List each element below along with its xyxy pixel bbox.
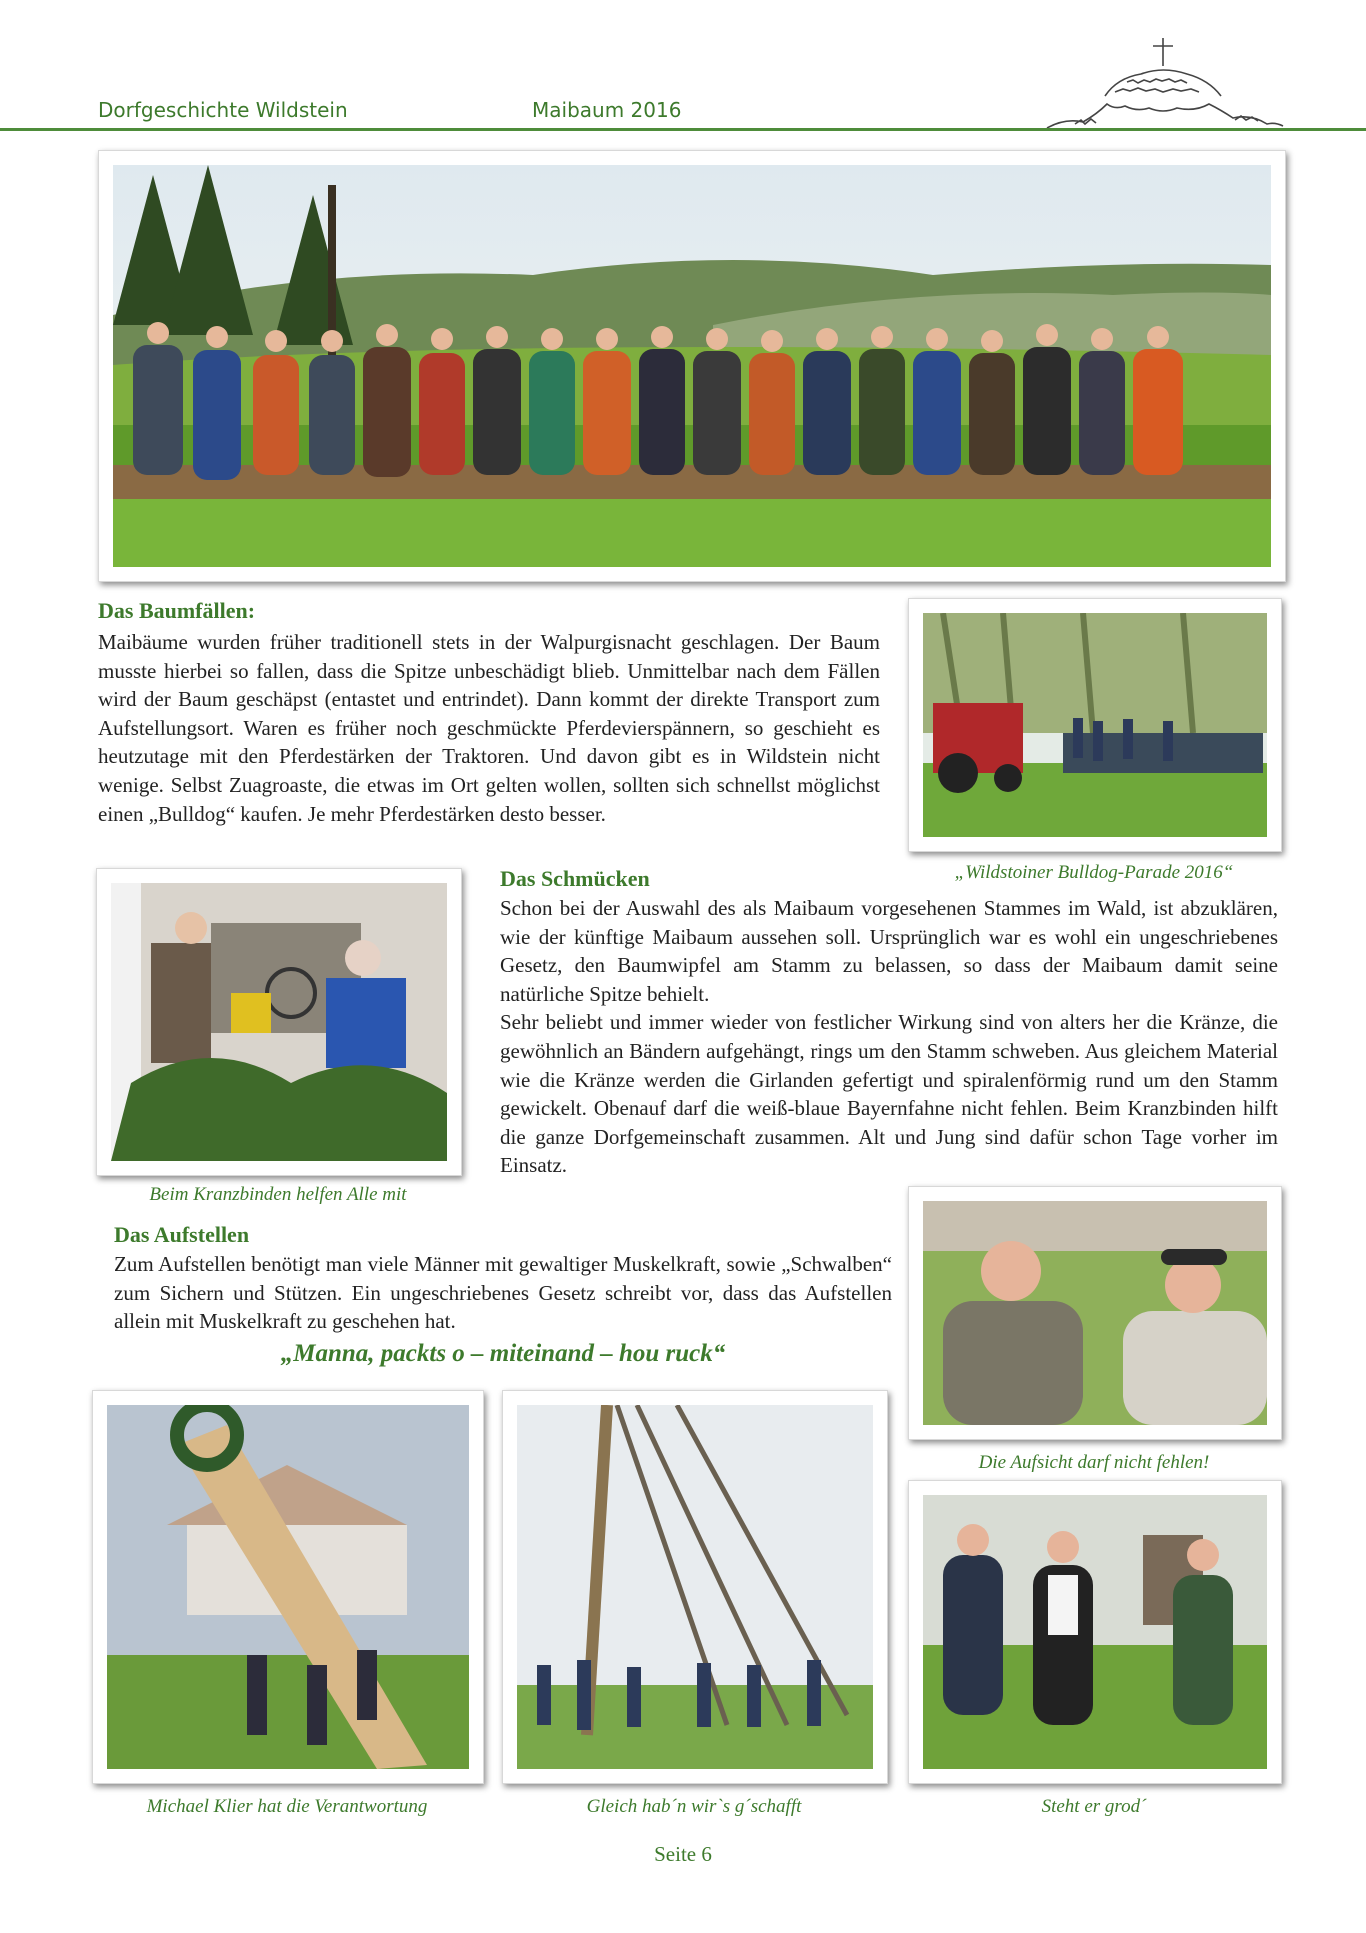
document-series-title: Dorfgeschichte Wildstein bbox=[98, 98, 348, 122]
caption-klier: Michael Klier hat die Verantwortung bbox=[146, 1796, 428, 1817]
section-heading-baumfaellen: Das Baumfällen: bbox=[98, 598, 256, 623]
tractor-photo bbox=[908, 598, 1282, 852]
group-photo bbox=[98, 150, 1286, 582]
document-issue-title: Maibaum 2016 bbox=[532, 98, 682, 122]
header-rule bbox=[0, 128, 1366, 131]
pole-raising-photo-1 bbox=[92, 1390, 484, 1784]
wreath-binding-photo bbox=[96, 868, 462, 1176]
pole-standing-photo bbox=[908, 1480, 1282, 1784]
caption-bulldog-parade: „Wildstoiner Bulldog-Parade 2016“ bbox=[954, 862, 1234, 883]
section-text-schmuecken bbox=[500, 894, 1278, 1180]
section-text-aufstellen: Zum Aufstellen benötigt man viele Männer mit gewaltiger Muskelkraft, sowie „Schwalben“ zum Sichern und Stützen. Ein ungeschriebenes Gesetz schreibt vor, dass das Aufstellen allein mit Muskelkraft zu geschehen hat. bbox=[114, 1252, 892, 1334]
schmuecken-paragraph-2: Sehr beliebt und immer wieder von festlicher Wirkung sind von alters her die Kränze, die gewöhnlich an Bändern aufgehängt, rings um den Stamm schweben. Aus gleichem Material wie die Kränze werden die Girlanden gefertigt und spiralenförmig rund um den Stamm gewickelt. Obenauf darf die weiß-blaue Bayernfahne nicht fehlen. Beim Kranzbinden hilft die ganze Dorfgemeinschaft zusammen. Alt und Jung sind dafür schon Tage vorher im Einsatz. bbox=[500, 1010, 1278, 1178]
pole-raising-photo-2 bbox=[502, 1390, 888, 1784]
supervisors-photo bbox=[908, 1186, 1282, 1440]
hill-with-cross-icon bbox=[1045, 34, 1285, 134]
schmuecken-paragraph-1: Schon bei der Auswahl des als Maibaum vorgesehenen Stammes im Wald, ist abzuklären, wie der künftige Maibaum aussehen soll. Ursprünglich war es wohl ein ungeschriebenes Gesetz, den Baumwipfel am Stamm zu belassen, so dass der Maibaum damit seine natürliche Spitze behielt. bbox=[500, 896, 1278, 1006]
page-number: Seite 6 bbox=[654, 1842, 712, 1866]
caption-grod: Steht er grod´ bbox=[1041, 1796, 1147, 1817]
caption-kranzbinden: Beim Kranzbinden helfen Alle mit bbox=[149, 1184, 407, 1205]
aufstellen-quote: „Manna, packts o – miteinand – hou ruck“ bbox=[280, 1340, 726, 1367]
caption-geschafft: Gleich hab´n wir`s g´schafft bbox=[586, 1796, 802, 1817]
section-heading-aufstellen: Das Aufstellen bbox=[114, 1222, 250, 1247]
caption-aufsicht: Die Aufsicht darf nicht fehlen! bbox=[978, 1452, 1210, 1473]
section-heading-schmuecken: Das Schmücken bbox=[500, 866, 650, 891]
section-text-baumfaellen: Maibäume wurden früher traditionell stets in der Walpurgisnacht geschlagen. Der Baum musste hierbei so fallen, dass die Spitze unbeschädigt blieb. Unmittelbar nach dem Fällen wird der Baum geschäpst (entastet und entrindet). Dann kommt der direkte Transport zum Aufstellungsort. Waren es früher noch geschmückte Pferdevierspännern, so geschieht es heutzutage mit den Pferdestärken der Traktoren. Und davon gibt es in Wildstein nicht wenige. Selbst Zuagroaste, die etwas im Ort gelten wollen, sollten sich schnellst möglichst einen „Bulldog“ kaufen. Je mehr Pferdestärken desto besser. bbox=[98, 630, 880, 826]
